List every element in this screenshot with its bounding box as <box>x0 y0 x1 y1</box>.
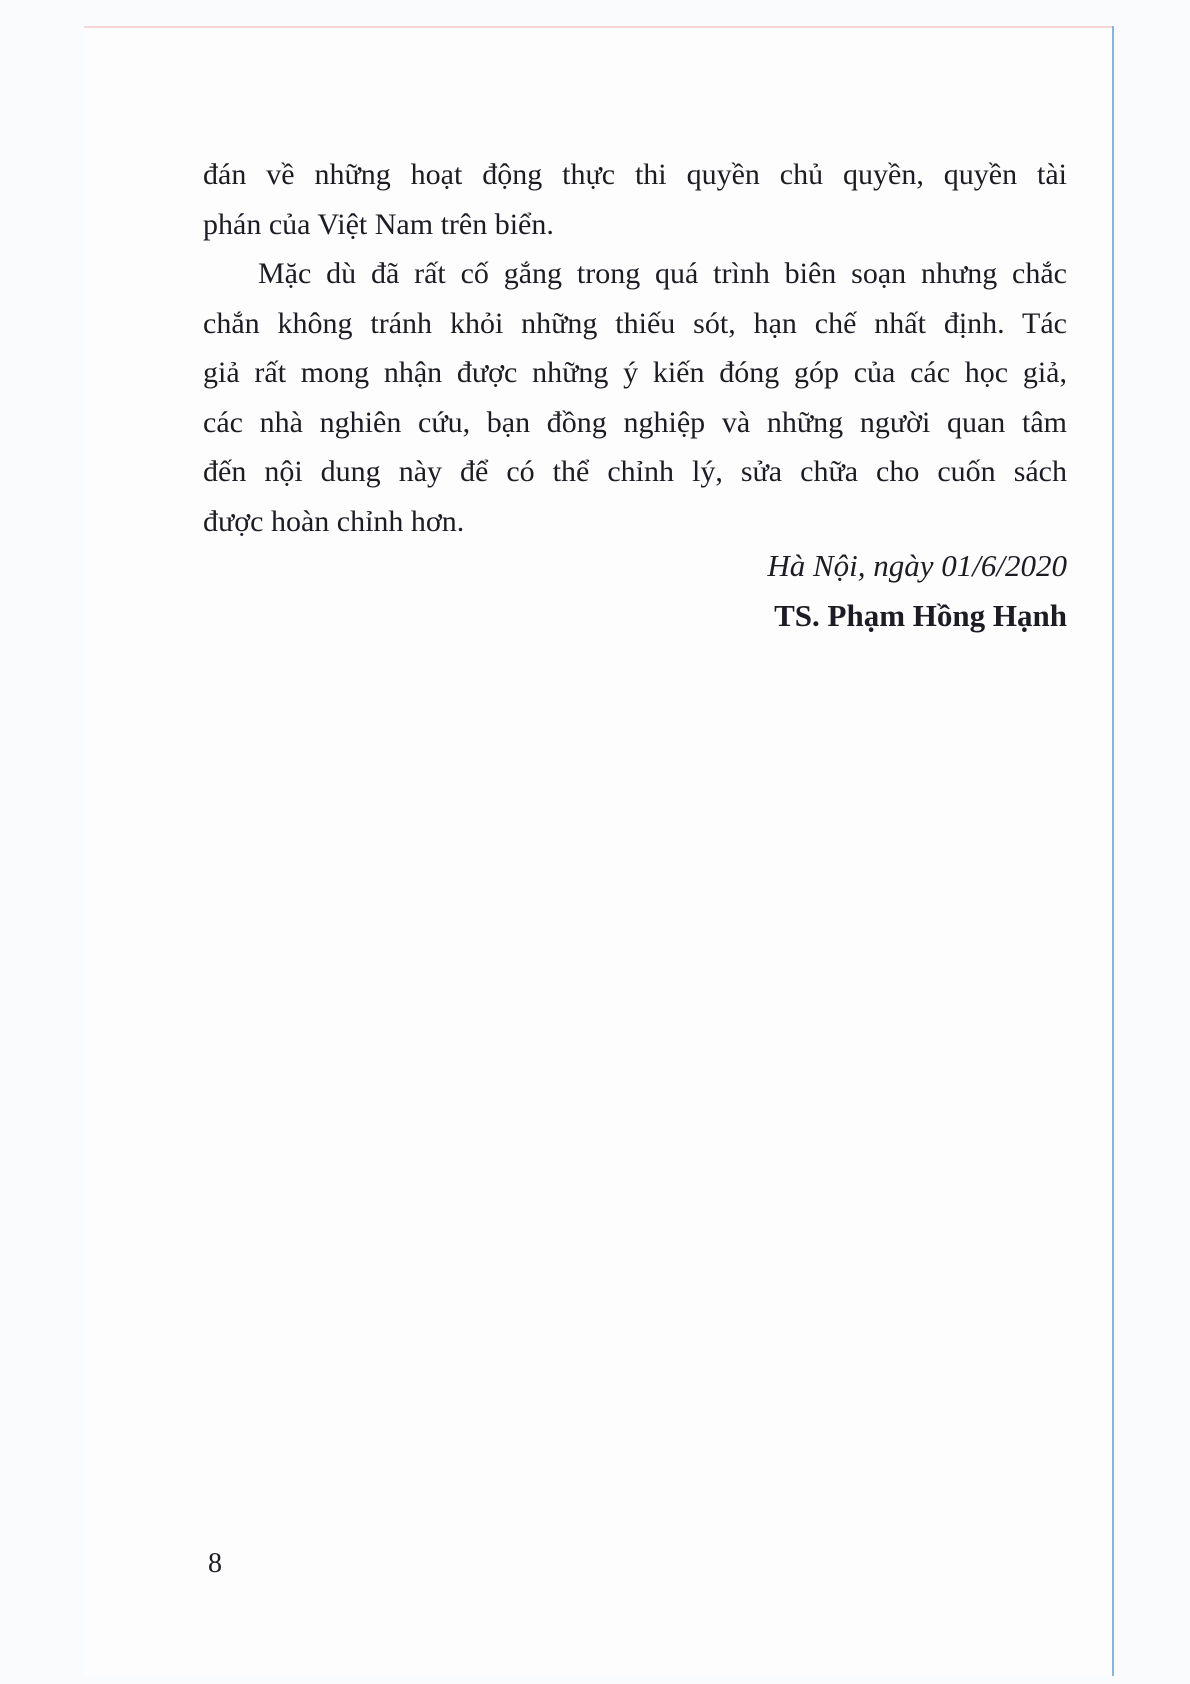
body-text <box>203 150 1067 546</box>
place-date: Hà Nội, ngày 01/6/2020 <box>767 548 1067 583</box>
text-line: phán của Việt Nam trên biển. <box>203 207 554 241</box>
page-number: 8 <box>208 1548 222 1579</box>
author-name: TS. Phạm Hồng Hạnh <box>774 598 1067 633</box>
text-line: chắn không tránh khỏi những thiếu sót, hạn chế nhất định. Tác <box>203 306 1067 340</box>
text-line: được hoàn chỉnh hơn. <box>203 504 465 538</box>
text-line: giả rất mong nhận được những ý kiến đóng góp của các học giả, <box>203 356 1067 389</box>
text-line: các nhà nghiên cứu, bạn đồng nghiệp và những người quan tâm <box>203 405 1067 439</box>
text-line: Mặc dù đã rất cố gắng trong quá trình biên soạn nhưng chắc <box>258 257 1067 290</box>
text-line: đến nội dung này để có thể chỉnh lý, sửa chữa cho cuốn sách <box>203 455 1067 488</box>
text-line: đán về những hoạt động thực thi quyền chủ quyền, quyền tài <box>203 158 1067 191</box>
